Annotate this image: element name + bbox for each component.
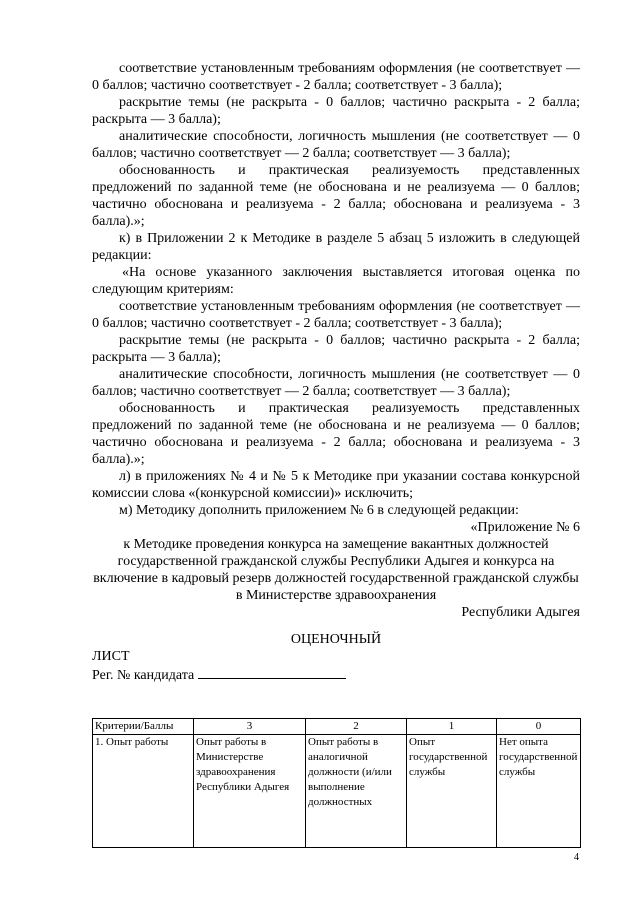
table-header-cell: 3 bbox=[194, 719, 306, 735]
table-cell: Опыт работы в аналогичной должности (и/или выполнение должностных bbox=[306, 735, 407, 848]
table-header-row bbox=[93, 719, 581, 735]
paragraph: аналитические способности, логичность мышления (не соответствует — 0 баллов; частично соответствует — 2 балла; соответствует — 3 балла); bbox=[92, 367, 580, 399]
appendix-label: «Приложение № 6 bbox=[470, 520, 580, 535]
paragraph: к) в Приложении 2 к Методике в разделе 5 абзац 5 изложить в следующей редакции: bbox=[92, 231, 580, 263]
paragraph: соответствие установленным требованиям оформления (не соответствует — 0 баллов; частично соответствует - 2 балла; соответствует - 3 балла); bbox=[92, 61, 580, 93]
appendix-title: к Методике проведения конкурса на замещение вакантных должностей государственной гражданской службы Республики Адыгея и конкурса на включение в кадровый резерв должностей государственной гражданской службы в Министерстве здравоохранения bbox=[93, 537, 579, 603]
paragraph: обоснованность и практическая реализуемость представленных предложений по заданной теме (не обоснована и не реализуема — 0 баллов; частично обоснована и реализуема - 2 балла; обоснована и реализуема - 3 балла).»; bbox=[92, 401, 580, 467]
table-cell: Опыт работы в Министерстве здравоохранения Республики Адыгея bbox=[194, 735, 306, 848]
paragraph: раскрытие темы (не раскрыта - 0 баллов; частично раскрыта - 2 балла; раскрыта — 3 балла); bbox=[92, 333, 580, 365]
form-sheet-label: ЛИСТ bbox=[92, 649, 130, 664]
table-cell: Опыт государственной службы bbox=[407, 735, 497, 848]
table-header-cell: 1 bbox=[407, 719, 497, 735]
table-cell: Нет опыта государственной службы bbox=[497, 735, 581, 848]
paragraph: м) Методику дополнить приложением № 6 в следующей редакции: bbox=[119, 503, 519, 518]
paragraph: л) в приложениях № 4 и № 5 к Методике при указании состава конкурсной комиссии слова «(конкурсной комиссии)» исключить; bbox=[92, 469, 580, 501]
paragraph: обоснованность и практическая реализуемость представленных предложений по заданной теме (не обоснована и не реализуема — 0 баллов; частично обоснована и реализуема - 2 балла; обоснована и реализуема - 3 балла).»; bbox=[92, 163, 580, 229]
candidate-reg-row bbox=[92, 665, 580, 684]
paragraph: аналитические способности, логичность мышления (не соответствует — 0 баллов; частично соответствует — 2 балла; соответствует — 3 балла); bbox=[92, 129, 580, 161]
table-header-cell: 0 bbox=[497, 719, 581, 735]
paragraph: «На основе указанного заключения выставляется итоговая оценка по следующим критериям: bbox=[92, 265, 580, 297]
document-body bbox=[92, 60, 580, 684]
candidate-reg-label: Рег. № кандидата bbox=[92, 668, 195, 683]
form-heading: ОЦЕНОЧНЫЙ bbox=[290, 632, 382, 647]
paragraph: соответствие установленным требованиям оформления (не соответствует — 0 баллов; частично соответствует - 2 балла; соответствует - 3 балла); bbox=[92, 299, 580, 331]
table-row bbox=[93, 735, 581, 848]
appendix-title-end: Республики Адыгея bbox=[461, 605, 580, 620]
candidate-reg-blank bbox=[198, 665, 346, 679]
table-header-cell: 2 bbox=[306, 719, 407, 735]
criteria-table bbox=[92, 718, 581, 848]
paragraph: раскрытие темы (не раскрыта - 0 баллов; частично раскрыта - 2 балла; раскрыта — 3 балла); bbox=[92, 95, 580, 127]
table-header-cell: Критерии/Баллы bbox=[93, 719, 194, 735]
page-number: 4 bbox=[574, 852, 579, 863]
table-cell: 1. Опыт работы bbox=[93, 735, 194, 848]
